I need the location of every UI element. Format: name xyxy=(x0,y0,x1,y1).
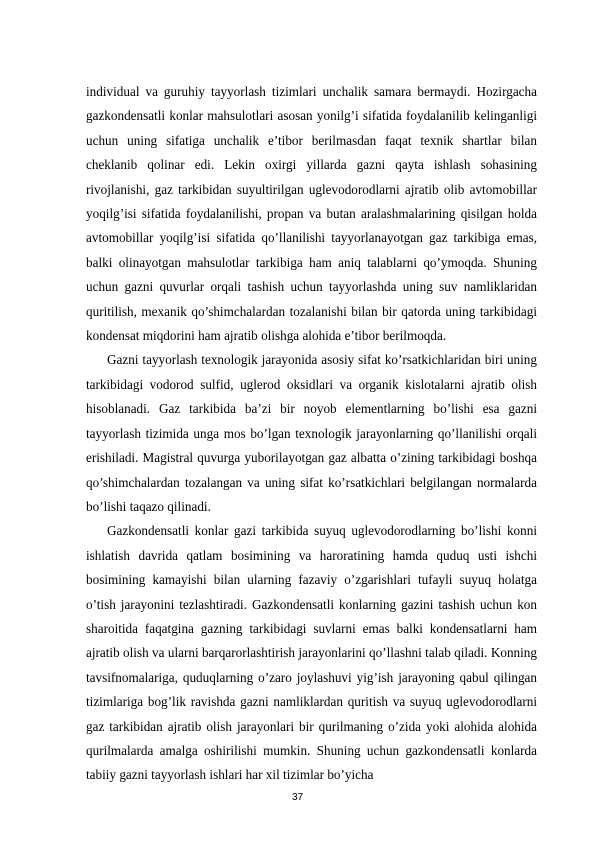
paragraph-gas-preparation-quality: Gazni tayyorlash texnologik jarayonida asosiy sifat ko’rsatkichlaridan biri uning tarkibidagi vodorod sulfid, uglerod oksidlari va organik kislotalarni ajratib olish hisoblanadi. Gaz tarkibida ba’zi bir noyob elementlarning bo’lishi esa gazni tayyorlash tizimida unga mos bo’lgan texnologik jarayonlarning qo’llanilishi orqali erishiladi. Magistral quvurga yuborilayotgan gaz albatta o’zining tarkibidagi boshqa qo’shimchalardan tozalangan va uning sifat ko’rsatkichlari belgilangan normalarda bo’lishi taqazo qilinadi. xyxy=(86,352,537,514)
document-body xyxy=(86,80,537,788)
paragraph-continuation: individual va guruhiy tayyorlash tizimlari unchalik samara bermaydi. Hozirgacha gazkondensatli konlar mahsulotlari asosan yonilg’i sifatida foydalanilib kelinganligi uchun uning sifatiga unchalik e’tibor berilmasdan faqat texnik shartlar bilan cheklanib qolinar edi. Lekin oxirgi yillarda gazni qayta ishlash sohasining rivojlanishi, gaz tarkibidan suyultirilgan uglevodorodlarni ajratib olib avtomobillar yoqilg’isi sifatida foydalanilishi, propan va butan aralashmalarining qisilgan holda avtomobillar yoqilg’isi sifatida qo’llanilishi tayyorlanayotgan gaz tarkibiga emas, balki olinayotgan mahsulotlar tarkibiga ham aniq talablarni qo’ymoqda. Shuning uchun gazni quvurlar orqali tashish uchun tayyorlashda uning suv namliklaridan quritilish, mexanik qo’shimchalardan tozalanishi bilan bir qatorda uning tarkibidagi kondensat miqdorini ham ajratib olishga alohida e’tibor berilmoqda. xyxy=(86,84,537,344)
paragraph-gas-condensate-fields: Gazkondensatli konlar gazi tarkibida suyuq uglevodorodlarning bo’lishi konni ishlatish davrida qatlam bosimining va haroratining hamda quduq usti ishchi bosimining kamayishi bilan ularning fazaviy o’zgarishlari tufayli suyuq holatga o’tish jarayonini tezlashtiradi. Gazkondensatli konlarning gazini tashish uchun kon sharoitida faqatgina gazning tarkibidagi suvlarni emas balki kondensatlarni ham ajratib olish va ularni barqarorlashtirish jarayonlarini qo’llashni talab qiladi. Konning tavsifnomalariga, quduqlarning o’zaro joylashuvi yig’ish jarayoning qabul qilingan tizimlariga bog’lik ravishda gazni namliklardan quritish va suyuq uglevodorodlarni gaz tarkibidan ajratib olish jarayonlari bir qurilmaning o’zida yoki alohida alohida qurilmalarda amalga oshirilishi mumkin. Shuning uchun gazkondensatli konlarda tabiiy gazni tayyorlash ishlari har xil tizimlar bo’yicha xyxy=(86,523,537,783)
page-number: 37 xyxy=(291,792,304,803)
